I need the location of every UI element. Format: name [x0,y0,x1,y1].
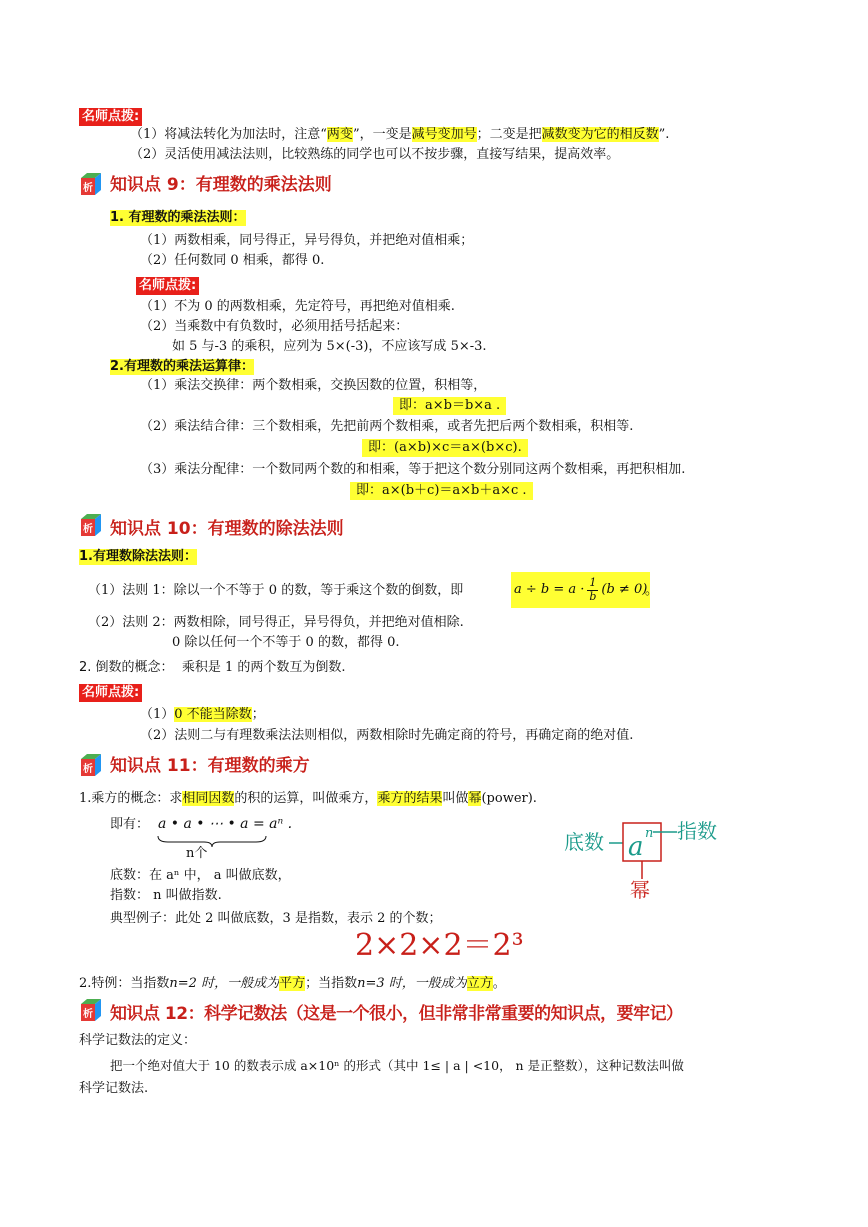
division-law-1: （1）法则 1：除以一个不等于 0 的数，等于乘这个数的倒数，即 [88,583,464,598]
section-10-title: 知识点 10：有理数的除法法则 [110,519,344,539]
multiplication-tip-2: （2）当乘数中有负数时，必须用括号括起来： [140,319,409,334]
associative-formula: 即：(a×b)×c＝a×(b×c). [362,439,528,457]
svg-text:n: n [645,826,654,841]
analysis-icon [79,998,103,1022]
svg-text:a: a [628,832,644,862]
scientific-notation-definition: 把一个绝对值大于 10 的数表示成 a×10ⁿ 的形式（其中 1≤ | a | <10， n 是正整数），这种记数法叫做 [110,1058,684,1073]
power-expansion-formula: a • a • ⋯ • a = aⁿ . [158,816,293,832]
scientific-notation-definition-2: 科学记数法. [79,1081,149,1096]
svg-text:析: 析 [83,183,93,194]
multiplication-tip-3: 如 5 与-3 的乘积，应列为 5×(-3)，不应该写成 5×-3. [172,339,487,354]
distributive-formula: 即：a×(b＋c)＝a×b＋a×c . [350,482,533,500]
fraction-denominator: b [589,589,597,603]
section-11-title: 知识点 11：有理数的乘方 [110,756,310,776]
fraction-numerator: 1 [589,576,597,590]
associative-law: （2）乘法结合律：三个数相乘，先把前两个数相乘，或者先把后两个数相乘，积相等. [140,419,634,434]
division-law-2b: 0 除以任何一个不等于 0 的数，都得 0. [172,635,400,650]
scientific-notation-title: 科学记数法的定义： [79,1033,197,1048]
section-12-title: 知识点 12：科学记数法（这是一个很小，但非常非常重要的知识点，要牢记） [110,1004,683,1024]
multiplication-tip-1: （1）不为 0 的两数相乘，先定符号，再把绝对值相乘. [140,299,455,314]
power-special-cases: 2.特例：当指数n=2 时，一般成为平方；当指数n=3 时，一般成为立方。 [79,976,506,991]
power-has-label: 即有： [110,817,150,832]
distributive-law: （3）乘法分配律：一个数同两个数的和相乘，等于把这个数分别同这两个数相乘，再把积相加. [140,462,686,477]
multiplication-laws-title: 2.有理数的乘法运算律： [110,359,254,374]
commutative-law: （1）乘法交换律：两个数相乘，交换因数的位置，积相等， [140,378,487,393]
commutative-formula: 即：a×b＝b×a . [393,397,506,415]
tips-label: 名师点拨: [79,684,142,702]
multiplication-rule-1: （1）两数相乘，同号得正，异号得负，并把绝对值相乘； [140,233,474,248]
multiplication-rule-title: 1. 有理数的乘法法则： [110,210,246,225]
power-example: 典型例子：此处 2 叫做底数，3 是指数，表示 2 的个数； [110,911,442,926]
tips-label: 名师点拨: [136,277,199,295]
division-law-1-end: 。 [645,583,659,598]
subtraction-tip-1: （1）将减法转化为加法时，注意“两变”，一变是减号变加号；二变是把减数变为它的相反数”. [130,127,670,142]
section-9-title: 知识点 9：有理数的乘法法则 [110,175,332,195]
subtraction-tip-2: （2）灵活使用减法法则，比较熟练的同学也可以不按步骤，直接写结果，提高效率。 [130,147,620,162]
division-rule-title: 1.有理数除法法则： [79,549,197,564]
exponent-definition: 指数： n 叫做指数. [110,888,222,903]
analysis-icon [79,513,103,537]
division-tip-2: （2）法则二与有理数乘法法则相似，两数相除时先确定商的符号，再确定商的绝对值. [140,728,634,743]
underbrace [156,834,268,848]
svg-text:析: 析 [83,764,93,775]
svg-text:析: 析 [83,524,93,535]
power-concept: 1.乘方的概念：求相同因数的积的运算，叫做乘方，乘方的结果叫做幂(power). [79,791,537,806]
svg-text:析: 析 [83,1009,93,1020]
n-factors-label: n个 [186,846,208,861]
power-example-formula: 2×2×2＝2³ [355,928,524,963]
analysis-icon [79,172,103,196]
multiplication-rule-2: （2）任何数同 0 相乘，都得 0. [140,253,325,268]
division-law-2: （2）法则 2：两数相除，同号得正，异号得负，并把绝对值相除. [88,615,464,630]
diagram-exponent-label: 指数 [677,819,717,843]
diagram-base-label: 底数 [564,830,604,854]
analysis-icon [79,753,103,777]
reciprocal-definition: 2. 倒数的概念： 乘积是 1 的两个数互为倒数. [79,660,346,675]
base-definition: 底数：在 aⁿ 中， a 叫做底数， [110,868,291,883]
division-law-1-formula: a ÷ b = a · $\frac{1}{b}$ (b ≠ 0) [511,572,650,608]
diagram-power-label: 幂 [630,878,650,902]
tips-label: 名师点拨: [79,108,142,126]
division-tip-1: （1）0 不能当除数； [140,707,265,722]
